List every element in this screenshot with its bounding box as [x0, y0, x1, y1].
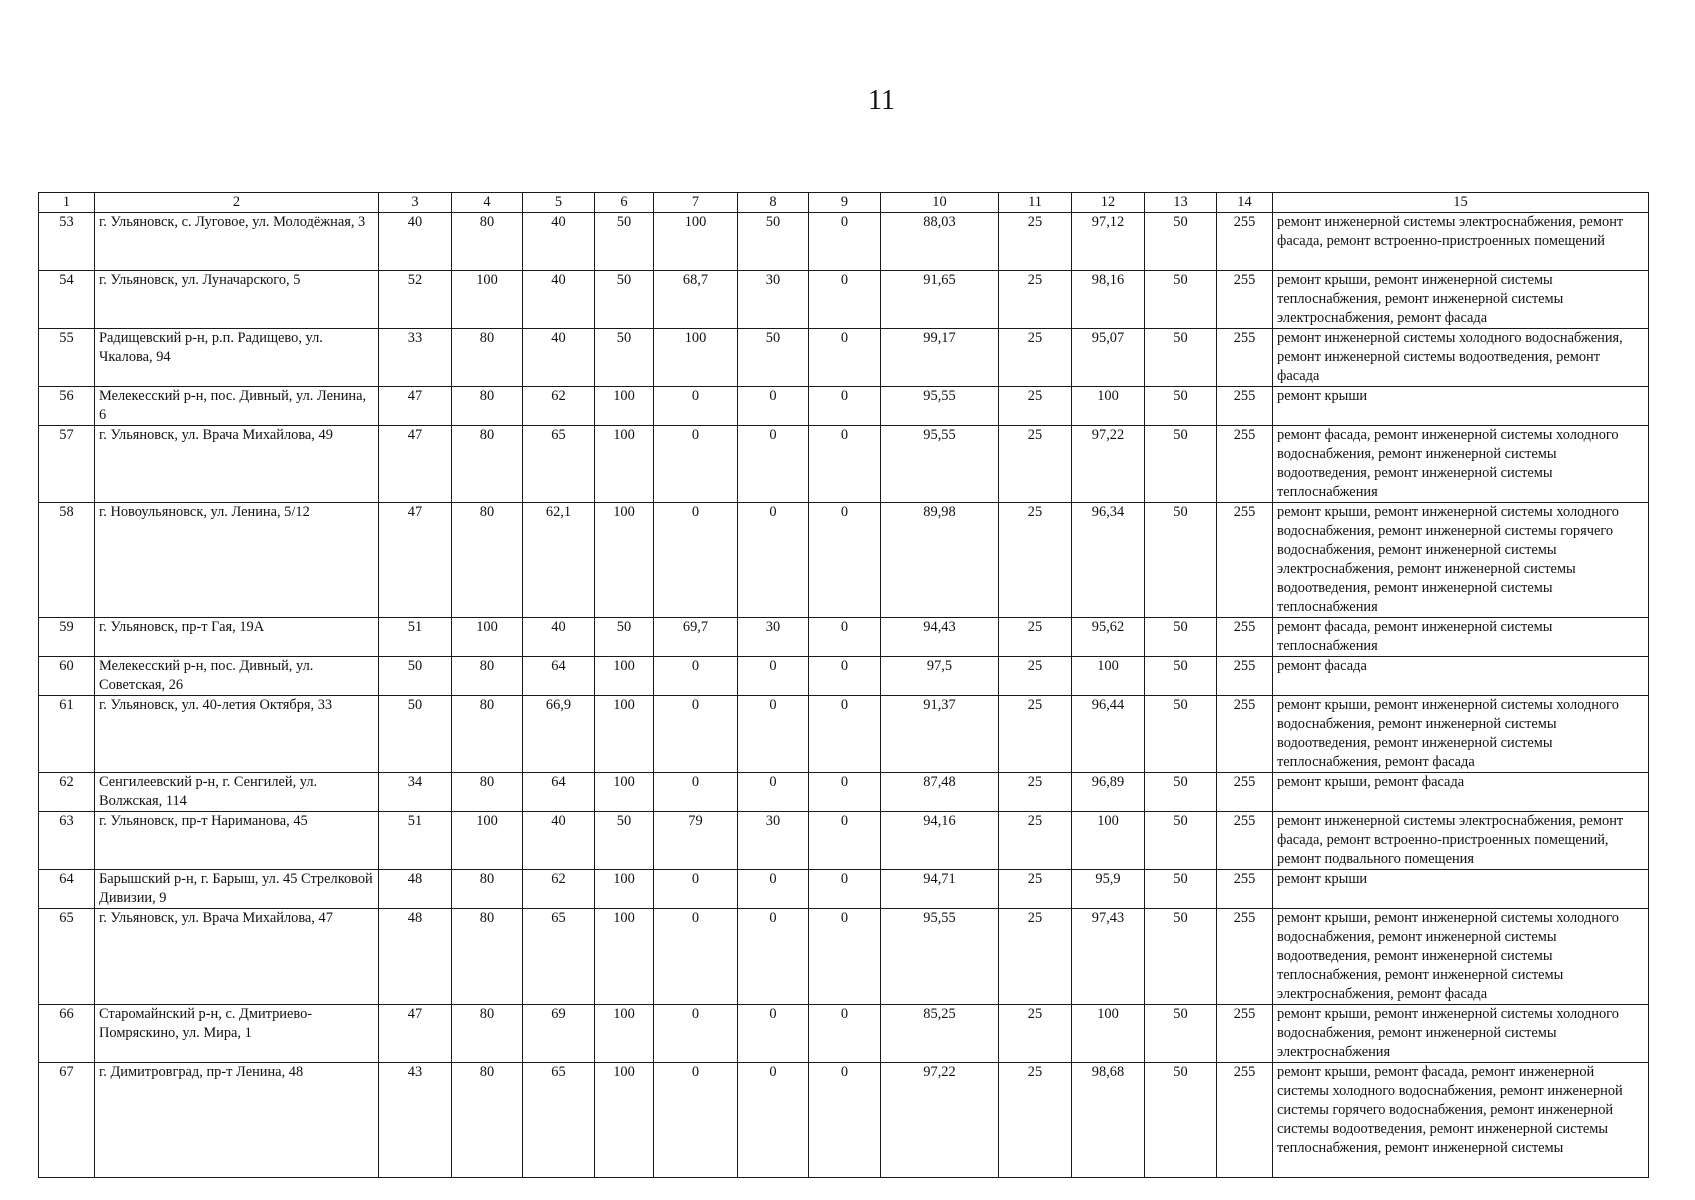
table-row — [39, 618, 1649, 657]
table-cell-col6: 100 — [595, 773, 654, 812]
table-cell-col13: 50 — [1145, 657, 1217, 696]
table-cell-col13: 50 — [1145, 503, 1217, 618]
table-cell-col5: 40 — [523, 329, 595, 387]
table-cell-col5: 66,9 — [523, 696, 595, 773]
table-cell-col11: 25 — [999, 329, 1072, 387]
table-cell-col13: 50 — [1145, 812, 1217, 870]
table-cell-col3: 40 — [379, 213, 452, 271]
table-cell-col6: 50 — [595, 618, 654, 657]
address-cell: г. Димитровград, пр-т Ленина, 48 — [95, 1063, 379, 1178]
table-cell-col3: 34 — [379, 773, 452, 812]
table-cell-col4: 80 — [452, 657, 523, 696]
table-cell-col9: 0 — [809, 870, 881, 909]
column-header: 2 — [95, 193, 379, 213]
table-cell-col6: 100 — [595, 657, 654, 696]
table-cell-col14: 255 — [1217, 387, 1273, 426]
table-cell-col4: 80 — [452, 909, 523, 1005]
table-cell-col9: 0 — [809, 503, 881, 618]
table-cell-col14: 255 — [1217, 213, 1273, 271]
table-cell-col14: 255 — [1217, 773, 1273, 812]
table-row — [39, 271, 1649, 329]
address-cell: г. Ульяновск, ул. Врача Михайлова, 47 — [95, 909, 379, 1005]
address-cell: г. Ульяновск, с. Луговое, ул. Молодёжная, 3 — [95, 213, 379, 271]
column-header: 1 — [39, 193, 95, 213]
column-header: 7 — [654, 193, 738, 213]
table-cell-col8: 0 — [738, 657, 809, 696]
table-cell-col10: 87,48 — [881, 773, 999, 812]
table-cell-col13: 50 — [1145, 387, 1217, 426]
table-cell-col7: 0 — [654, 387, 738, 426]
table-cell-col6: 100 — [595, 503, 654, 618]
table-cell-col6: 50 — [595, 812, 654, 870]
row-number-cell: 63 — [39, 812, 95, 870]
table-row — [39, 387, 1649, 426]
table-cell-col9: 0 — [809, 773, 881, 812]
page-number: 11 — [868, 85, 895, 116]
row-number-cell: 56 — [39, 387, 95, 426]
table-cell-col4: 80 — [452, 1005, 523, 1063]
column-header: 6 — [595, 193, 654, 213]
table-cell-col14: 255 — [1217, 696, 1273, 773]
table-cell-col11: 25 — [999, 618, 1072, 657]
table-cell-col14: 255 — [1217, 503, 1273, 618]
column-header: 3 — [379, 193, 452, 213]
table-cell-col10: 95,55 — [881, 909, 999, 1005]
table-cell-col10: 94,43 — [881, 618, 999, 657]
table-cell-col6: 50 — [595, 329, 654, 387]
table-cell-col9: 0 — [809, 387, 881, 426]
table-cell-col12: 98,68 — [1072, 1063, 1145, 1178]
column-header: 12 — [1072, 193, 1145, 213]
row-number-cell: 62 — [39, 773, 95, 812]
works-cell: ремонт инженерной системы холодного водоснабжения, ремонт инженерной системы водоотведения, ремонт фасада — [1273, 329, 1649, 387]
address-cell: г. Ульяновск, ул. 40-летия Октября, 33 — [95, 696, 379, 773]
table-cell-col8: 0 — [738, 503, 809, 618]
table-cell-col14: 255 — [1217, 1063, 1273, 1178]
table-cell-col12: 97,22 — [1072, 426, 1145, 503]
table-cell-col13: 50 — [1145, 696, 1217, 773]
table-cell-col3: 33 — [379, 329, 452, 387]
works-cell: ремонт крыши, ремонт инженерной системы теплоснабжения, ремонт инженерной системы электроснабжения, ремонт фасада — [1273, 271, 1649, 329]
table-cell-col9: 0 — [809, 812, 881, 870]
table-cell-col12: 96,44 — [1072, 696, 1145, 773]
table-cell-col13: 50 — [1145, 1005, 1217, 1063]
table-cell-col11: 25 — [999, 657, 1072, 696]
table-cell-col10: 85,25 — [881, 1005, 999, 1063]
row-number-cell: 65 — [39, 909, 95, 1005]
table-cell-col4: 80 — [452, 773, 523, 812]
table-cell-col7: 0 — [654, 696, 738, 773]
row-number-cell: 66 — [39, 1005, 95, 1063]
table-cell-col5: 65 — [523, 426, 595, 503]
address-cell: Старомайнский р-н, с. Дмитриево-Помряскино, ул. Мира, 1 — [95, 1005, 379, 1063]
table-cell-col4: 80 — [452, 696, 523, 773]
table-cell-col3: 51 — [379, 618, 452, 657]
table-row — [39, 870, 1649, 909]
table-cell-col10: 97,5 — [881, 657, 999, 696]
table-cell-col8: 50 — [738, 213, 809, 271]
address-cell: г. Новоульяновск, ул. Ленина, 5/12 — [95, 503, 379, 618]
address-cell: г. Ульяновск, пр-т Гая, 19А — [95, 618, 379, 657]
table-cell-col9: 0 — [809, 213, 881, 271]
works-cell: ремонт фасада — [1273, 657, 1649, 696]
table-cell-col11: 25 — [999, 773, 1072, 812]
table-cell-col12: 95,07 — [1072, 329, 1145, 387]
table-cell-col12: 100 — [1072, 812, 1145, 870]
table-cell-col13: 50 — [1145, 1063, 1217, 1178]
table-cell-col8: 0 — [738, 387, 809, 426]
table-cell-col12: 95,9 — [1072, 870, 1145, 909]
row-number-cell: 67 — [39, 1063, 95, 1178]
table-cell-col13: 50 — [1145, 426, 1217, 503]
table-cell-col11: 25 — [999, 696, 1072, 773]
table-cell-col3: 48 — [379, 870, 452, 909]
table-cell-col11: 25 — [999, 1005, 1072, 1063]
table-cell-col4: 80 — [452, 329, 523, 387]
table-cell-col11: 25 — [999, 271, 1072, 329]
table-cell-col8: 0 — [738, 426, 809, 503]
table-cell-col13: 50 — [1145, 773, 1217, 812]
table-row — [39, 773, 1649, 812]
table-cell-col9: 0 — [809, 1005, 881, 1063]
table-cell-col7: 0 — [654, 426, 738, 503]
table-cell-col10: 94,71 — [881, 870, 999, 909]
table-cell-col5: 62 — [523, 387, 595, 426]
table-cell-col14: 255 — [1217, 909, 1273, 1005]
works-cell: ремонт фасада, ремонт инженерной системы теплоснабжения — [1273, 618, 1649, 657]
works-cell: ремонт крыши — [1273, 387, 1649, 426]
table-cell-col14: 255 — [1217, 657, 1273, 696]
column-header: 13 — [1145, 193, 1217, 213]
table-cell-col13: 50 — [1145, 329, 1217, 387]
table-cell-col13: 50 — [1145, 870, 1217, 909]
table-cell-col12: 95,62 — [1072, 618, 1145, 657]
table-cell-col10: 91,37 — [881, 696, 999, 773]
table-cell-col4: 100 — [452, 812, 523, 870]
table-cell-col9: 0 — [809, 657, 881, 696]
table-cell-col8: 0 — [738, 1005, 809, 1063]
table-cell-col7: 0 — [654, 1005, 738, 1063]
table-cell-col8: 0 — [738, 1063, 809, 1178]
row-number-cell: 53 — [39, 213, 95, 271]
works-cell: ремонт инженерной системы электроснабжения, ремонт фасада, ремонт встроенно-пристроенных помещений, ремонт подвального помещения — [1273, 812, 1649, 870]
works-cell: ремонт инженерной системы электроснабжения, ремонт фасада, ремонт встроенно-пристроенных помещений — [1273, 213, 1649, 271]
works-cell: ремонт крыши, ремонт фасада — [1273, 773, 1649, 812]
table-cell-col3: 47 — [379, 387, 452, 426]
table-cell-col14: 255 — [1217, 271, 1273, 329]
table-cell-col9: 0 — [809, 426, 881, 503]
table-cell-col3: 51 — [379, 812, 452, 870]
table-cell-col8: 30 — [738, 812, 809, 870]
table-cell-col3: 47 — [379, 426, 452, 503]
column-header: 5 — [523, 193, 595, 213]
column-header: 9 — [809, 193, 881, 213]
table-cell-col8: 0 — [738, 773, 809, 812]
table-cell-col10: 88,03 — [881, 213, 999, 271]
table-cell-col8: 0 — [738, 870, 809, 909]
table-cell-col14: 255 — [1217, 812, 1273, 870]
address-cell: г. Ульяновск, ул. Луначарского, 5 — [95, 271, 379, 329]
table-cell-col8: 30 — [738, 271, 809, 329]
table-cell-col9: 0 — [809, 271, 881, 329]
row-number-cell: 58 — [39, 503, 95, 618]
table-cell-col9: 0 — [809, 329, 881, 387]
table-cell-col9: 0 — [809, 696, 881, 773]
table-cell-col5: 64 — [523, 657, 595, 696]
table-cell-col11: 25 — [999, 503, 1072, 618]
table-cell-col13: 50 — [1145, 213, 1217, 271]
address-cell: г. Ульяновск, ул. Врача Михайлова, 49 — [95, 426, 379, 503]
table-cell-col9: 0 — [809, 1063, 881, 1178]
address-cell: Сенгилеевский р-н, г. Сенгилей, ул. Волжская, 114 — [95, 773, 379, 812]
row-number-cell: 57 — [39, 426, 95, 503]
works-cell: ремонт крыши, ремонт фасада, ремонт инженерной системы холодного водоснабжения, ремонт инженерной системы горячего водоснабжения, ремонт инженерной системы водоотведения, ремонт инженерной системы теплоснабжения, ремонт инженерной системы — [1273, 1063, 1649, 1178]
table-row — [39, 1005, 1649, 1063]
table-cell-col3: 43 — [379, 1063, 452, 1178]
table-cell-col3: 52 — [379, 271, 452, 329]
table-cell-col7: 69,7 — [654, 618, 738, 657]
table-cell-col14: 255 — [1217, 426, 1273, 503]
table-cell-col6: 100 — [595, 909, 654, 1005]
table-row — [39, 1063, 1649, 1178]
table-header-row — [39, 193, 1649, 213]
table-cell-col3: 47 — [379, 1005, 452, 1063]
works-cell: ремонт крыши, ремонт инженерной системы холодного водоснабжения, ремонт инженерной системы горячего водоснабжения, ремонт инженерной системы электроснабжения, ремонт инженерной системы водоотведения, ремонт инженерной системы теплоснабжения — [1273, 503, 1649, 618]
table-cell-col11: 25 — [999, 1063, 1072, 1178]
column-header: 15 — [1273, 193, 1649, 213]
table-cell-col5: 65 — [523, 1063, 595, 1178]
table-cell-col3: 47 — [379, 503, 452, 618]
table-cell-col6: 50 — [595, 271, 654, 329]
table-cell-col3: 48 — [379, 909, 452, 1005]
table-cell-col12: 96,89 — [1072, 773, 1145, 812]
table-cell-col5: 69 — [523, 1005, 595, 1063]
table-cell-col9: 0 — [809, 909, 881, 1005]
table-cell-col12: 97,43 — [1072, 909, 1145, 1005]
table-cell-col6: 100 — [595, 426, 654, 503]
table-cell-col10: 91,65 — [881, 271, 999, 329]
table-cell-col8: 50 — [738, 329, 809, 387]
table-cell-col10: 95,55 — [881, 387, 999, 426]
table-cell-col9: 0 — [809, 618, 881, 657]
table-cell-col5: 40 — [523, 618, 595, 657]
table-cell-col6: 50 — [595, 213, 654, 271]
table-cell-col6: 100 — [595, 870, 654, 909]
column-header: 4 — [452, 193, 523, 213]
table-row — [39, 329, 1649, 387]
table-cell-col12: 96,34 — [1072, 503, 1145, 618]
table-cell-col4: 80 — [452, 870, 523, 909]
table-cell-col5: 40 — [523, 213, 595, 271]
table-cell-col14: 255 — [1217, 870, 1273, 909]
table-cell-col14: 255 — [1217, 329, 1273, 387]
table-cell-col7: 0 — [654, 657, 738, 696]
address-cell: Мелекесский р-н, пос. Дивный, ул. Советская, 26 — [95, 657, 379, 696]
table-cell-col6: 100 — [595, 696, 654, 773]
table-cell-col10: 95,55 — [881, 426, 999, 503]
table-cell-col14: 255 — [1217, 1005, 1273, 1063]
table-cell-col11: 25 — [999, 387, 1072, 426]
registry-table — [38, 192, 1649, 1178]
table-row — [39, 213, 1649, 271]
table-cell-col8: 30 — [738, 618, 809, 657]
table-cell-col6: 100 — [595, 1005, 654, 1063]
table-row — [39, 503, 1649, 618]
table-cell-col12: 100 — [1072, 657, 1145, 696]
table-cell-col6: 100 — [595, 387, 654, 426]
table-cell-col11: 25 — [999, 213, 1072, 271]
table-row — [39, 812, 1649, 870]
address-cell: Барышский р-н, г. Барыш, ул. 45 Стрелковой Дивизии, 9 — [95, 870, 379, 909]
table-cell-col10: 99,17 — [881, 329, 999, 387]
table-cell-col13: 50 — [1145, 909, 1217, 1005]
table-cell-col5: 62,1 — [523, 503, 595, 618]
table-cell-col4: 100 — [452, 618, 523, 657]
column-header: 10 — [881, 193, 999, 213]
column-header: 8 — [738, 193, 809, 213]
table-cell-col10: 89,98 — [881, 503, 999, 618]
address-cell: Радищевский р-н, р.п. Радищево, ул. Чкалова, 94 — [95, 329, 379, 387]
table-cell-col14: 255 — [1217, 618, 1273, 657]
table-cell-col7: 100 — [654, 213, 738, 271]
table-cell-col7: 0 — [654, 1063, 738, 1178]
address-cell: Мелекесский р-н, пос. Дивный, ул. Ленина, 6 — [95, 387, 379, 426]
table-cell-col4: 80 — [452, 1063, 523, 1178]
table-cell-col4: 80 — [452, 426, 523, 503]
row-number-cell: 54 — [39, 271, 95, 329]
table-cell-col11: 25 — [999, 426, 1072, 503]
row-number-cell: 55 — [39, 329, 95, 387]
table-cell-col3: 50 — [379, 696, 452, 773]
table-cell-col7: 79 — [654, 812, 738, 870]
table-cell-col5: 62 — [523, 870, 595, 909]
column-header: 14 — [1217, 193, 1273, 213]
table-cell-col12: 98,16 — [1072, 271, 1145, 329]
table-cell-col4: 80 — [452, 213, 523, 271]
table-cell-col7: 0 — [654, 773, 738, 812]
table-cell-col7: 0 — [654, 503, 738, 618]
table-cell-col7: 68,7 — [654, 271, 738, 329]
column-header: 11 — [999, 193, 1072, 213]
table-cell-col13: 50 — [1145, 271, 1217, 329]
table-cell-col8: 0 — [738, 909, 809, 1005]
table-body — [39, 193, 1649, 1178]
table-cell-col10: 97,22 — [881, 1063, 999, 1178]
table-cell-col6: 100 — [595, 1063, 654, 1178]
table-cell-col7: 0 — [654, 909, 738, 1005]
table-cell-col12: 100 — [1072, 1005, 1145, 1063]
table-row — [39, 426, 1649, 503]
works-cell: ремонт крыши — [1273, 870, 1649, 909]
address-cell: г. Ульяновск, пр-т Нариманова, 45 — [95, 812, 379, 870]
works-cell: ремонт фасада, ремонт инженерной системы холодного водоснабжения, ремонт инженерной системы водоотведения, ремонт инженерной системы теплоснабжения — [1273, 426, 1649, 503]
table-cell-col5: 40 — [523, 812, 595, 870]
table-cell-col8: 0 — [738, 696, 809, 773]
table-row — [39, 696, 1649, 773]
works-cell: ремонт крыши, ремонт инженерной системы холодного водоснабжения, ремонт инженерной системы электроснабжения — [1273, 1005, 1649, 1063]
table-cell-col3: 50 — [379, 657, 452, 696]
row-number-cell: 64 — [39, 870, 95, 909]
table-cell-col4: 80 — [452, 503, 523, 618]
works-cell: ремонт крыши, ремонт инженерной системы холодного водоснабжения, ремонт инженерной системы водоотведения, ремонт инженерной системы теплоснабжения, ремонт инженерной системы электроснабжения, ремонт фасада — [1273, 909, 1649, 1005]
table-row — [39, 657, 1649, 696]
table-cell-col12: 97,12 — [1072, 213, 1145, 271]
table-cell-col4: 80 — [452, 387, 523, 426]
table-cell-col12: 100 — [1072, 387, 1145, 426]
table-cell-col7: 100 — [654, 329, 738, 387]
table-row — [39, 909, 1649, 1005]
row-number-cell: 59 — [39, 618, 95, 657]
table-cell-col4: 100 — [452, 271, 523, 329]
table-cell-col13: 50 — [1145, 618, 1217, 657]
table-cell-col5: 64 — [523, 773, 595, 812]
table-cell-col11: 25 — [999, 812, 1072, 870]
row-number-cell: 61 — [39, 696, 95, 773]
table-cell-col5: 65 — [523, 909, 595, 1005]
table-cell-col11: 25 — [999, 909, 1072, 1005]
row-number-cell: 60 — [39, 657, 95, 696]
table-cell-col11: 25 — [999, 870, 1072, 909]
table-cell-col10: 94,16 — [881, 812, 999, 870]
table-cell-col5: 40 — [523, 271, 595, 329]
table-cell-col7: 0 — [654, 870, 738, 909]
works-cell: ремонт крыши, ремонт инженерной системы холодного водоснабжения, ремонт инженерной системы водоотведения, ремонт инженерной системы теплоснабжения, ремонт фасада — [1273, 696, 1649, 773]
